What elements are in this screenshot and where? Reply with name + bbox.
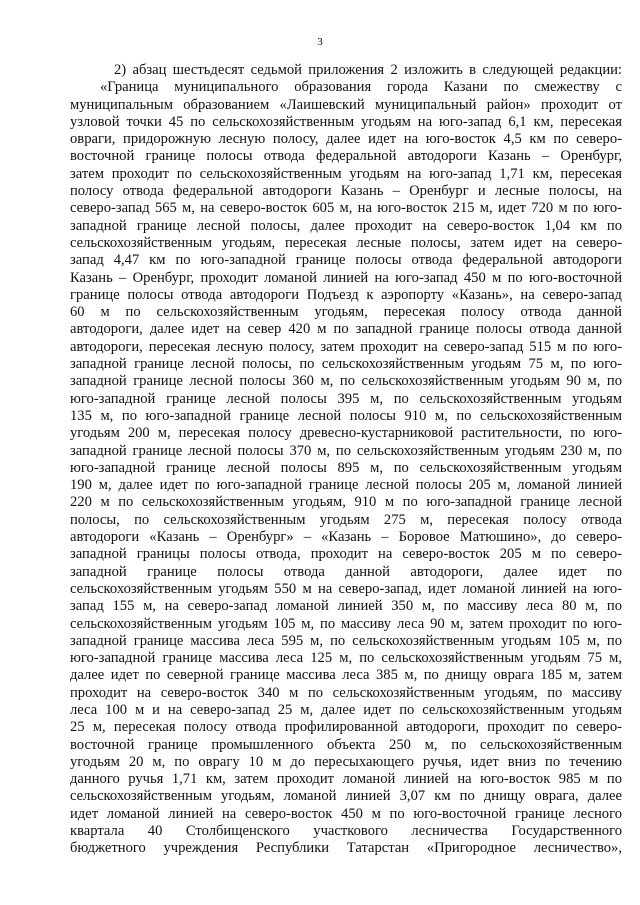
text-line: 220 м по сельскохозяйственным угодьям, 910 м по юго-западной границе лесной <box>70 494 622 511</box>
text-line: леса 100 м и на северо-запад 25 м, далее идет по сельскохозяйственным угодьям <box>70 701 622 718</box>
text-line: «Граница муниципального образования города Казани по смежеству с <box>100 79 622 96</box>
text-line: проходит на северо-восток 340 м по сельскохозяйственным угодьям, по массиву <box>70 684 622 701</box>
text-line: запад 155 м, на северо-запад ломаной линией 350 м, по массиву леса 80 м, по <box>70 598 622 615</box>
text-line: западной границе лесной полосы 370 м, по сельскохозяйственным угодьям 230 м, по <box>70 442 622 459</box>
text-line: границе полосы отвода автодороги Подъезд к аэропорту «Казань», на северо-запад <box>70 286 622 303</box>
text-line: полосы, по сельскохозяйственным угодьям 275 м, пересекая полосу отвода <box>70 511 622 528</box>
text-line: идет ломаной линией на северо-восток 450 м по юго-восточной границе лесного <box>70 805 622 822</box>
text-line: 135 м, по юго-западной границе лесной полосы 910 м, по сельскохозяйственным <box>70 407 622 424</box>
text-line: сельскохозяйственным угодьям, ломаной линией 3,07 км по днищу оврага, далее <box>70 788 622 805</box>
text-line: восточной границе полосы отвода федеральной автодороги Казань – Оренбург, <box>70 148 622 165</box>
text-line: затем проходит по сельскохозяйственным угодьям на юго-запад 1,71 км, пересекая <box>70 165 622 182</box>
text-line: запад 4,47 км по юго-западной границе полосы отвода федеральной автодороги <box>70 252 622 269</box>
text-line: данного ручья 1,71 км, затем проходит ломаной линией на юго-восток 985 м по <box>70 771 622 788</box>
text-line: 25 м, пересекая полосу отвода профилированной автодороги, проходит по северо- <box>70 719 622 736</box>
text-line: восточной границе промышленного объекта 250 м, по сельскохозяйственным <box>70 736 622 753</box>
text-line: муниципальным образованием «Лаишевский муниципальный район» проходит от <box>70 96 622 113</box>
text-line: 190 м, далее идет по юго-западной границе лесной полосы 205 м, ломаной линией <box>70 477 622 494</box>
text-line: юго-западной границе массива леса 125 м, по сельскохозяйственным угодьям 75 м, <box>70 650 622 667</box>
text-line: западной границы полосы отвода, проходит на северо-восток 205 м по северо- <box>70 546 622 563</box>
text-line: сельскохозяйственным угодьям 105 м, по массиву леса 90 м, затем проходит по юго- <box>70 615 622 632</box>
text-line: Казань – Оренбург, проходит ломаной линией на юго-запад 450 м по юго-восточной <box>70 269 622 286</box>
text-line: западной границе массива леса 595 м, по сельскохозяйственным угодьям 105 м, по <box>70 632 622 649</box>
text-line: западной границе лесной полосы 360 м, по сельскохозяйственным угодьям 90 м, по <box>70 373 622 390</box>
text-line: автодороги, далее идет на север 420 м по западной границе полосы отвода данной <box>70 321 622 338</box>
text-line: автодороги, пересекая лесную полосу, затем проходит на северо-запад 515 м по юго- <box>70 338 622 355</box>
text-line: сельскохозяйственным угодьям 550 м на северо-запад, идет ломаной линией на юго- <box>70 580 622 597</box>
text-line: квартала 40 Столбищенского участкового лесничества Государственного <box>70 823 622 840</box>
text-line: угодьям 20 м, по оврагу 10 м до пересыхающего ручья, идет вниз по течению <box>70 753 622 770</box>
text-line: овраги, придорожную лесную полосу, далее идет на юго-восток 4,5 км по северо- <box>70 131 622 148</box>
text-line: угодьям 200 м, пересекая полосу древесно-кустарниковой растительности, по юго- <box>70 425 622 442</box>
text-line: северо-запад 565 м, на северо-восток 605 м, на юго-восток 215 м, идет 720 м по юго- <box>70 200 622 217</box>
text-line: юго-западной границе лесной полосы 895 м, по сельскохозяйственным угодьям <box>70 459 622 476</box>
text-line: юго-западной границе лесной полосы 395 м, по сельскохозяйственным угодьям <box>70 390 622 407</box>
text-line: бюджетного учреждения Республики Татарстан «Пригородное лесничество», <box>70 840 622 857</box>
page-number: 3 <box>317 36 323 48</box>
text-line: далее идет по северной границе массива леса 385 м, по днищу оврага 185 м, затем <box>70 667 622 684</box>
text-line: западной границе полосы отвода данной автодороги, далее идет по <box>70 563 622 580</box>
text-line: 2) абзац шестьдесят седьмой приложения 2 изложить в следующей редакции: <box>114 62 622 78</box>
text-line: сельскохозяйственным угодьям, пересекая лесные полосы, затем идет на северо- <box>70 234 622 251</box>
body-text <box>70 62 622 858</box>
text-line: автодороги «Казань – Оренбург» – «Казань – Боровое Матюшино», до северо- <box>70 529 622 546</box>
text-line: полосу отвода федеральной автодороги Казань – Оренбург и лесные полосы, на <box>70 183 622 200</box>
text-line: узловой точки 45 по сельскохозяйственным угодьям на юго-запад 6,1 км, пересекая <box>70 113 622 130</box>
text-line: западной границе лесной полосы, далее проходит на северо-восток 1,04 км по <box>70 217 622 234</box>
text-line: 60 м по сельскохозяйственным угодьям, пересекая полосу отвода данной <box>70 304 622 321</box>
text-line: западной границе лесной полосы, по сельскохозяйственным угодьям 75 м, по юго- <box>70 356 622 373</box>
